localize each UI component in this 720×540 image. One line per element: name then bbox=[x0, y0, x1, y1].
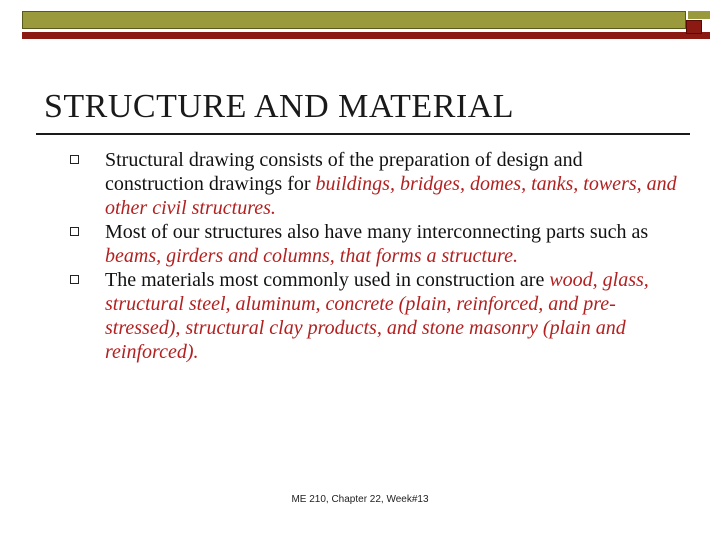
hollow-square-icon bbox=[70, 155, 79, 164]
bullet-item bbox=[66, 220, 686, 268]
header-decoration bbox=[22, 11, 710, 39]
bullet-text: Most of our structures also have many interconnecting parts such as bbox=[105, 221, 649, 243]
bullet-emphasis: buildings, bridges, domes, tanks, towers, and other civil structures. bbox=[105, 173, 677, 219]
bullet-text: The materials most commonly used in construction are bbox=[105, 269, 550, 291]
hollow-square-icon bbox=[70, 275, 79, 284]
bullet-emphasis: beams, girders and columns, that forms a structure. bbox=[105, 245, 518, 267]
maroon-line bbox=[22, 32, 710, 39]
olive-bar bbox=[22, 11, 686, 29]
bullet-item bbox=[66, 268, 686, 364]
bullet-item bbox=[66, 148, 686, 220]
bullet-emphasis: wood, glass, structural steel, aluminum, concrete (plain, reinforced, and pre-stressed), structural clay products, and stone masonry (plain and reinforced). bbox=[105, 269, 649, 363]
bullet-list bbox=[66, 148, 686, 364]
title-underline bbox=[36, 133, 690, 135]
slide-title: STRUCTURE AND MATERIAL bbox=[44, 88, 515, 125]
hollow-square-icon bbox=[70, 227, 79, 236]
bullet-text: Structural drawing consists of the preparation of design and construction drawings for bbox=[105, 149, 583, 195]
olive-bar-tab bbox=[688, 11, 710, 19]
slide-footer: ME 210, Chapter 22, Week#13 bbox=[291, 494, 429, 505]
maroon-square bbox=[686, 20, 702, 34]
